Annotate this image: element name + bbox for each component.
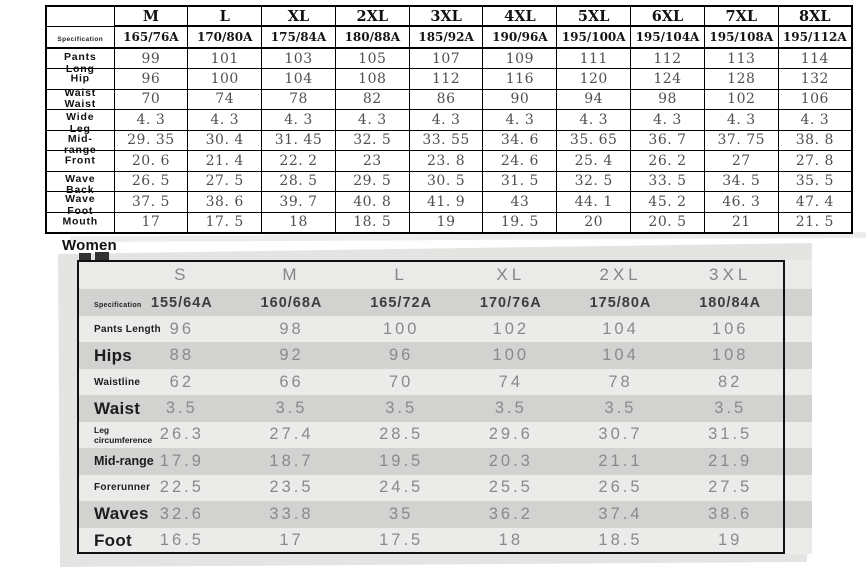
row-label-line: Leg	[94, 424, 110, 435]
size-column-header: XL	[496, 264, 526, 284]
row-label	[47, 155, 114, 167]
value-cell: 23.5	[269, 478, 314, 497]
value-cell: 27	[704, 151, 778, 172]
size-column-header: M	[114, 6, 188, 26]
men-table-row	[46, 130, 852, 151]
value-cell: 101	[188, 48, 262, 69]
row-grid	[77, 448, 785, 474]
row-grid	[77, 289, 785, 316]
value-cell: 20	[557, 212, 631, 233]
spec-row-label: Specification	[57, 35, 104, 43]
spec-value-cell: 165/72A	[370, 294, 433, 311]
row-label	[47, 194, 114, 217]
row-label-cell	[46, 110, 114, 135]
row-label-line: Hip	[70, 72, 90, 84]
value-cell: 86	[409, 89, 483, 110]
women-table-row	[77, 422, 812, 448]
value-cell: 45. 2	[631, 192, 705, 213]
value-cell: 19	[717, 531, 743, 550]
row-grid	[77, 260, 785, 289]
value-cell: 90	[483, 89, 557, 110]
value-cell: 35	[388, 504, 414, 523]
value-cell: 39. 7	[262, 192, 336, 213]
row-label-cell	[77, 376, 141, 388]
value-cell: 47. 4	[778, 192, 852, 213]
value-cell: 27.5	[708, 478, 753, 497]
value-cell: 108	[711, 346, 749, 365]
value-cell: 100	[382, 319, 420, 338]
spec-value-cell: 155/64A	[150, 294, 213, 311]
row-grid	[77, 395, 785, 421]
spec-value-cell: 175/84A	[262, 26, 336, 48]
row-label-cell	[46, 130, 114, 156]
row-label-line: Back	[66, 184, 95, 196]
value-cell: 4. 3	[114, 110, 188, 131]
row-label-cell	[46, 48, 114, 75]
value-cell: 19.5	[379, 451, 424, 470]
value-cell: 21. 5	[778, 212, 852, 233]
value-cell: 70	[114, 89, 188, 110]
value-cell: 103	[262, 48, 336, 69]
value-cell: 82	[717, 372, 743, 391]
value-cell: 128	[704, 69, 778, 90]
size-column-header: 3XL	[709, 264, 752, 284]
spec-value-cell: 165/76A	[114, 26, 188, 48]
row-label-line: Waves	[94, 504, 149, 524]
spec-row-label-cell	[46, 26, 114, 48]
value-cell: 96	[388, 346, 414, 365]
row-label	[47, 112, 114, 135]
value-cell: 28. 5	[262, 171, 336, 192]
row-grid	[77, 342, 785, 368]
value-cell: 102	[704, 89, 778, 110]
women-table-row	[77, 369, 812, 395]
row-label	[47, 216, 114, 228]
value-cell: 24.5	[379, 478, 424, 497]
value-cell: 70	[388, 372, 414, 391]
value-cell: 108	[335, 69, 409, 90]
size-column-header: L	[394, 264, 408, 284]
value-cell: 38.6	[708, 504, 753, 523]
value-cell: 3.5	[275, 399, 308, 418]
row-label-line: Wide	[66, 111, 95, 123]
value-cell: 29. 5	[335, 171, 409, 192]
value-cell: 104	[602, 319, 639, 338]
value-cell: 16.5	[159, 531, 204, 550]
row-label-line: Foot	[94, 530, 133, 550]
value-cell: 104	[262, 69, 336, 90]
value-cell: 37. 75	[704, 130, 778, 151]
row-grid	[77, 475, 785, 501]
women-size-table	[77, 260, 812, 554]
value-cell: 62	[169, 372, 194, 391]
value-cell: 21.1	[598, 451, 643, 470]
row-label	[47, 88, 114, 111]
value-cell: 17	[114, 212, 188, 233]
value-cell: 34. 5	[704, 171, 778, 192]
size-column-header: 2XL	[599, 264, 642, 284]
value-cell: 29. 35	[114, 130, 188, 151]
row-label	[94, 504, 149, 524]
value-cell: 33.8	[269, 504, 314, 523]
value-cell: 78	[608, 372, 633, 391]
men-size-table	[45, 5, 853, 234]
value-cell: 46. 3	[704, 192, 778, 213]
row-label-line: Mid-range	[94, 454, 154, 469]
women-table-header-row	[77, 260, 812, 289]
size-column-header: 3XL	[409, 6, 483, 26]
value-cell: 30. 4	[188, 130, 262, 151]
value-cell: 107	[409, 48, 483, 69]
value-cell: 23	[335, 151, 409, 172]
row-label-line: Wave	[65, 172, 96, 185]
value-cell: 20.3	[488, 451, 533, 470]
row-label-cell	[46, 171, 114, 196]
men-table-row	[46, 212, 852, 233]
row-label-cell	[77, 398, 141, 419]
value-cell: 24. 6	[483, 151, 557, 172]
value-cell: 100	[492, 346, 530, 365]
corner-cell	[46, 6, 114, 26]
row-label-cell	[46, 192, 114, 217]
row-label-line: Leg	[69, 122, 91, 135]
value-cell: 26. 2	[631, 151, 705, 172]
row-label-line: Forerunner	[94, 482, 151, 494]
value-cell: 31.5	[708, 425, 753, 444]
value-cell: 102	[492, 319, 530, 338]
row-label	[94, 482, 151, 494]
row-label-cell	[77, 345, 133, 366]
value-cell: 109	[483, 48, 557, 69]
size-column-header: M	[282, 264, 301, 284]
value-cell: 4. 3	[778, 110, 852, 131]
value-cell: 17	[279, 531, 304, 550]
spec-value-cell: 180/88A	[335, 26, 409, 48]
row-label-cell	[46, 86, 114, 110]
women-table-row	[77, 316, 812, 342]
men-table-header-row	[46, 6, 852, 26]
spec-value-cell: 195/100A	[557, 26, 631, 48]
row-label-line: Mouth	[62, 215, 98, 228]
row-label-cell	[77, 482, 151, 494]
value-cell: 3.5	[604, 399, 637, 418]
row-label-cell	[77, 424, 153, 445]
size-column-header: 4XL	[483, 6, 557, 26]
row-label-line: Foot	[67, 204, 94, 217]
value-cell: 33. 55	[409, 130, 483, 151]
row-label-line: Waist	[64, 98, 97, 110]
value-cell: 28.5	[379, 425, 424, 444]
value-cell: 112	[409, 69, 483, 90]
value-cell: 32. 5	[557, 171, 631, 192]
row-label	[94, 376, 141, 388]
value-cell: 26.3	[159, 425, 204, 444]
value-cell: 43	[483, 192, 557, 213]
row-label	[94, 454, 154, 469]
row-grid	[77, 369, 785, 395]
value-cell: 32.6	[159, 504, 204, 523]
value-cell: 23. 8	[409, 151, 483, 172]
women-table-row	[77, 395, 812, 421]
value-cell: 4. 3	[262, 110, 336, 131]
value-cell: 18. 5	[335, 212, 409, 233]
value-cell: 37. 5	[114, 192, 188, 213]
row-label-line: Waist	[94, 398, 141, 418]
women-table-row	[77, 342, 812, 368]
value-cell: 25. 4	[557, 151, 631, 172]
spec-value-cell: 185/92A	[409, 26, 483, 48]
value-cell: 104	[602, 346, 639, 365]
value-cell: 27. 8	[778, 151, 852, 172]
value-cell: 20. 5	[631, 212, 705, 233]
size-column-header: XL	[262, 6, 336, 26]
women-section-title: Women	[62, 237, 117, 254]
size-column-header: 8XL	[778, 6, 852, 26]
spec-value-cell: 180/84A	[699, 294, 762, 311]
value-cell: 94	[557, 89, 631, 110]
value-cell: 21	[704, 212, 778, 233]
spec-value-cell: 195/104A	[631, 26, 705, 48]
row-grid	[77, 501, 785, 527]
value-cell: 66	[279, 372, 304, 391]
row-label-line: Long	[65, 62, 95, 75]
value-cell: 18	[262, 212, 336, 233]
row-label-cell	[77, 504, 149, 524]
value-cell: 21. 4	[188, 151, 262, 172]
value-cell: 111	[557, 48, 631, 69]
value-cell: 32. 5	[335, 130, 409, 151]
men-table-row	[46, 171, 852, 192]
women-spec-row	[77, 289, 812, 316]
row-label-line: Front	[64, 154, 96, 166]
value-cell: 120	[557, 69, 631, 90]
size-column-header: 5XL	[557, 6, 631, 26]
value-cell: 38. 6	[188, 192, 262, 213]
value-cell: 18.7	[269, 451, 314, 470]
value-cell: 105	[335, 48, 409, 69]
value-cell: 36.2	[488, 504, 533, 523]
men-table-row	[46, 89, 852, 110]
value-cell: 4. 3	[704, 110, 778, 131]
spec-value-cell: 195/108A	[704, 26, 778, 48]
value-cell: 3.5	[714, 399, 747, 418]
men-table-row	[46, 192, 852, 213]
row-label	[94, 530, 133, 551]
row-label-line: Wave	[65, 193, 96, 205]
value-cell: 74	[188, 89, 262, 110]
value-cell: 96	[114, 69, 188, 90]
value-cell: 3.5	[165, 399, 198, 418]
value-cell: 36. 7	[631, 130, 705, 151]
row-grid	[77, 528, 785, 554]
row-grid	[77, 422, 785, 448]
row-label-cell	[77, 530, 133, 551]
value-cell: 37.4	[598, 504, 643, 523]
value-cell: 29.6	[488, 425, 533, 444]
value-cell: 4. 3	[557, 110, 631, 131]
spec-value-cell: 160/68A	[260, 294, 323, 311]
women-table-row	[77, 448, 812, 474]
women-table-row	[77, 528, 812, 554]
value-cell: 22.5	[159, 478, 204, 497]
value-cell: 18.5	[598, 531, 643, 550]
men-table-row	[46, 110, 852, 131]
value-cell: 26. 5	[114, 171, 188, 192]
value-cell: 3.5	[385, 399, 418, 418]
value-cell: 17.5	[379, 531, 424, 550]
row-label-cell	[77, 323, 161, 335]
value-cell: 21.9	[708, 451, 753, 470]
value-cell: 106	[711, 319, 749, 338]
value-cell: 17. 5	[188, 212, 262, 233]
value-cell: 27.4	[269, 425, 314, 444]
value-cell: 31. 5	[483, 171, 557, 192]
value-cell: 38. 8	[778, 130, 852, 151]
value-cell: 99	[114, 48, 188, 69]
value-cell: 18	[498, 531, 523, 550]
value-cell: 98	[279, 319, 304, 338]
value-cell: 4. 3	[409, 110, 483, 131]
value-cell: 4. 3	[188, 110, 262, 131]
spec-value-cell: 175/80A	[589, 294, 652, 311]
value-cell: 22. 2	[262, 151, 336, 172]
spec-value-cell: 195/112A	[778, 26, 852, 48]
row-label	[94, 424, 153, 445]
value-cell: 92	[279, 346, 304, 365]
value-cell: 30.7	[598, 425, 643, 444]
spec-row-label-cell	[77, 294, 142, 312]
size-column-header: 7XL	[704, 6, 778, 26]
size-column-header: 6XL	[631, 6, 705, 26]
spec-value-cell: 190/96A	[483, 26, 557, 48]
row-label-line: Hips	[94, 345, 133, 365]
value-cell: 4. 3	[335, 110, 409, 131]
value-cell: 35. 65	[557, 130, 631, 151]
women-table-row	[77, 501, 812, 527]
value-cell: 19. 5	[483, 212, 557, 233]
value-cell: 106	[778, 89, 852, 110]
value-cell: 82	[335, 89, 409, 110]
row-label-line: Waist	[64, 86, 97, 99]
value-cell: 17.9	[159, 451, 204, 470]
spec-value-cell: 170/80A	[188, 26, 262, 48]
value-cell: 74	[498, 372, 523, 391]
value-cell: 88	[169, 346, 194, 365]
value-cell: 31. 45	[262, 130, 336, 151]
row-label-line: Pants	[63, 51, 97, 63]
value-cell: 132	[778, 69, 852, 90]
row-label	[94, 345, 133, 366]
women-table-row	[77, 475, 812, 501]
size-column-header: S	[174, 264, 190, 284]
value-cell: 33. 5	[631, 171, 705, 192]
value-cell: 116	[483, 69, 557, 90]
value-cell: 35. 5	[778, 171, 852, 192]
value-cell: 44. 1	[557, 192, 631, 213]
value-cell: 98	[631, 89, 705, 110]
size-column-header: 2XL	[335, 6, 409, 26]
value-cell: 41. 9	[409, 192, 483, 213]
row-label	[47, 73, 114, 85]
men-spec-row	[46, 26, 852, 48]
value-cell: 124	[631, 69, 705, 90]
value-cell: 96	[169, 319, 194, 338]
value-cell: 100	[188, 69, 262, 90]
size-column-header: L	[188, 6, 262, 26]
value-cell: 40. 8	[335, 192, 409, 213]
row-label-cell	[77, 454, 154, 469]
row-label	[94, 323, 161, 335]
spec-value-cell: 170/76A	[479, 294, 542, 311]
row-label	[94, 398, 141, 419]
value-cell: 27. 5	[188, 171, 262, 192]
value-cell: 114	[778, 48, 852, 69]
value-cell: 78	[262, 89, 336, 110]
row-label-line: Pants Length	[94, 323, 161, 335]
value-cell: 30. 5	[409, 171, 483, 192]
value-cell: 25.5	[488, 478, 533, 497]
value-cell: 4. 3	[631, 110, 705, 131]
spec-row-label: Specification	[94, 301, 142, 309]
row-label-line: circumference	[94, 434, 153, 445]
value-cell: 26.5	[598, 478, 643, 497]
row-grid	[77, 316, 785, 342]
value-cell: 34. 6	[483, 130, 557, 151]
value-cell: 4. 3	[483, 110, 557, 131]
value-cell: 3.5	[494, 399, 527, 418]
men-table-row	[46, 151, 852, 172]
row-label-line: Waistline	[94, 376, 141, 388]
row-label-line: Mid-	[67, 132, 93, 145]
value-cell: 19	[409, 212, 483, 233]
men-table-row	[46, 69, 852, 90]
value-cell: 113	[704, 48, 778, 69]
value-cell: 112	[631, 48, 705, 69]
men-table-row	[46, 48, 852, 69]
value-cell: 20. 6	[114, 151, 188, 172]
row-label-line: range	[63, 144, 97, 156]
